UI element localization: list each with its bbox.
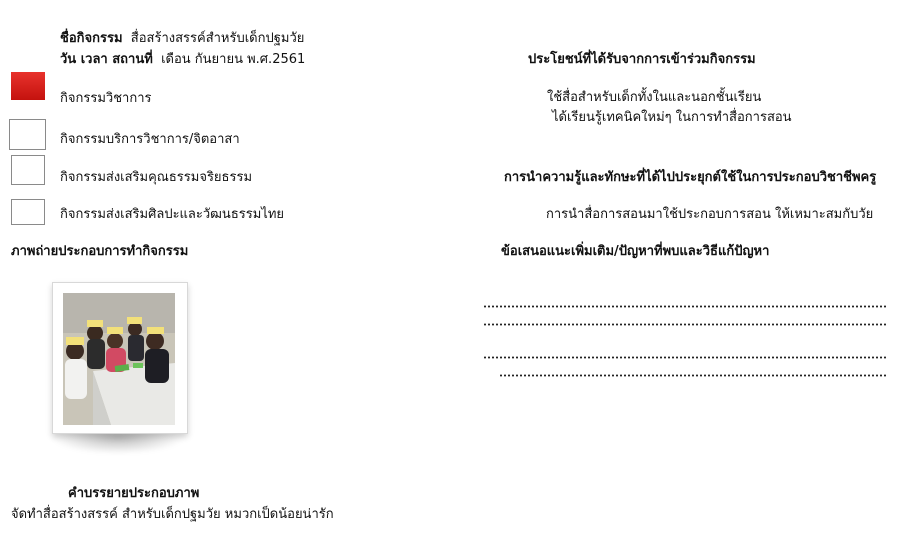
suggestion-dotted-line-1: [483, 305, 888, 308]
benefit-line-1: ใช้สื่อสำหรับเด็กทั้งในและนอกชั้นเรียน: [547, 90, 762, 105]
category-label-ethics: กิจกรรมส่งเสริมคุณธรรมจริยธรรม: [60, 170, 253, 185]
application-heading: การนำความรู้และทักษะที่ได้ไปประยุกต์ใช้ในการประกอบวิชาชีพครู: [504, 170, 877, 185]
photo-section-heading: ภาพถ่ายประกอบการทำกิจกรรม: [11, 244, 189, 259]
datetime-value: เดือน กันยายน พ.ศ.2561: [161, 52, 306, 67]
benefits-heading: ประโยชน์ที่ได้รับจากการเข้าร่วมกิจกรรม: [528, 52, 756, 67]
activity-name-line: [60, 31, 304, 47]
suggestion-dotted-line-2: [483, 323, 888, 326]
suggestions-heading: ข้อเสนอแนะเพิ่มเติม/ปัญหาที่พบและวิธีแก้ปัญหา: [501, 244, 770, 259]
suggestion-dotted-line-3: [483, 356, 888, 359]
suggestion-dotted-line-4: [499, 374, 888, 377]
activity-photo-image: [63, 293, 175, 425]
benefit-line-2: ได้เรียนรู้เทคนิคใหม่ๆ ในการทำสื่อการสอน: [552, 110, 792, 125]
category-label-culture: กิจกรรมส่งเสริมศิลปะและวัฒนธรรมไทย: [60, 207, 285, 222]
category-label-academic: กิจกรรมวิชาการ: [60, 91, 152, 106]
activity-photo: [63, 293, 175, 425]
category-label-service: กิจกรรมบริการวิชาการ/จิตอาสา: [60, 132, 240, 147]
category-checkbox-service[interactable]: [9, 119, 46, 150]
photo-caption-heading: คำบรรยายประกอบภาพ: [68, 486, 200, 501]
activity-name-label: ชื่อกิจกรรม: [60, 31, 123, 46]
category-checkbox-culture[interactable]: [11, 199, 45, 225]
datetime-line: [60, 52, 305, 68]
activity-name-value: สื่อสร้างสรรค์สำหรับเด็กปฐมวัย: [130, 31, 305, 46]
category-checkbox-academic[interactable]: [11, 72, 45, 100]
photo-caption-text: จัดทำสื่อสร้างสรรค์ สำหรับเด็กปฐมวัย หมวกเป็ดน้อยน่ารัก: [11, 507, 334, 522]
application-text: การนำสื่อการสอนมาใช้ประกอบการสอน ให้เหมาะสมกับวัย: [546, 207, 874, 222]
category-checkbox-ethics[interactable]: [11, 155, 45, 185]
datetime-label: วัน เวลา สถานที่: [60, 52, 153, 67]
activity-photo-frame: [52, 282, 188, 434]
